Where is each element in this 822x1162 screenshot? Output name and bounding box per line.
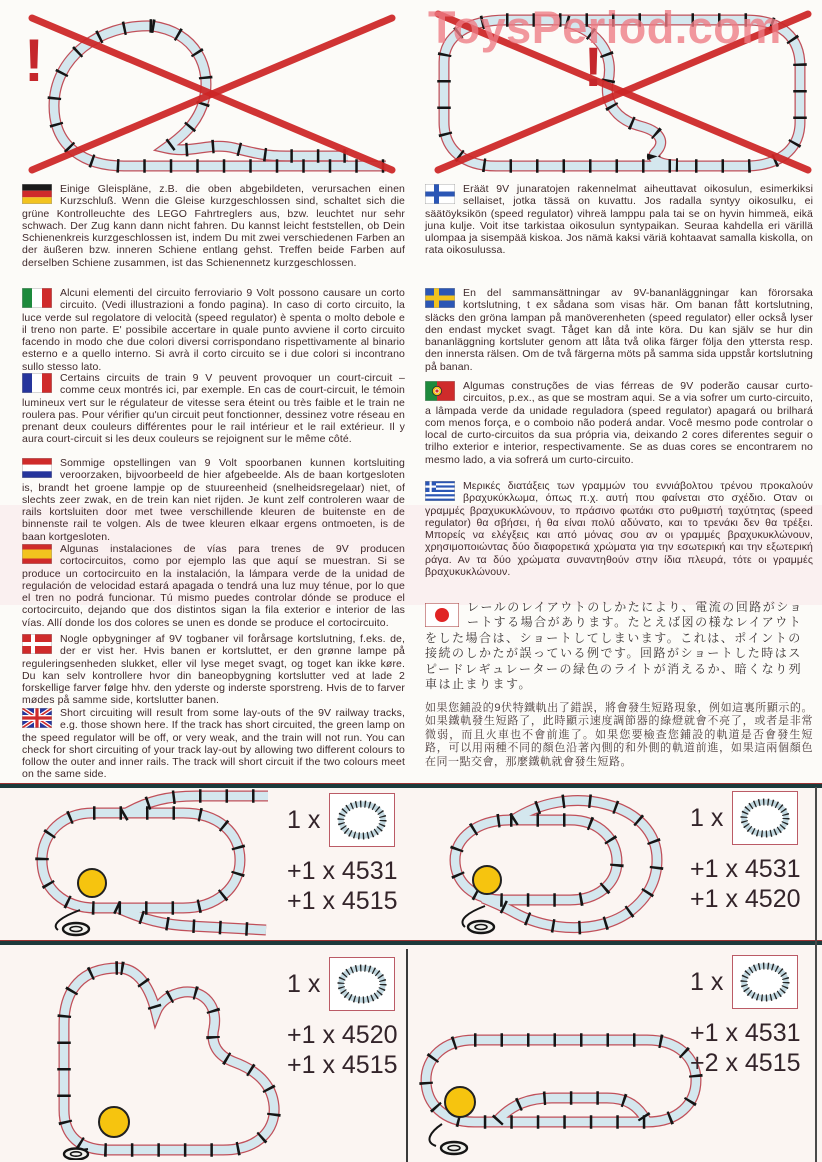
danish-text: Nogle opbygninger af 9V togbaner vil forårsage kortslutning, f.eks. de, der er vist her. Hvis banen er kortsluttet, er den grønne lampe på reguleringsenheden slukket, eller vil lyse meget svagt, og toget kan ikke køre. Du kan selv kontrollere hvor din baneopbygning kortslutter ved at lade 2 forskellige farver følge hhv. den yderste og inderste sporstreng. Hvis de to farver mødes på samme side, kortslutter banen. xyxy=(22,633,405,707)
addition-label: +1 x 4515 xyxy=(287,1051,398,1079)
finland-flag-icon xyxy=(425,184,455,204)
english-text: Short circuiting will result from some lay-outs of the 9V railway tracks, e.g. those shown here. If the track has short circuited, the green lamp on the speed regulator will be off, or very weak, and the train will not run. You can check for short circuiting of your track lay-out by allowing two different colours to follow the outer and inner rails. The track will short circuit if the two colours meet on the same side. xyxy=(22,707,405,781)
section-danish xyxy=(22,633,405,707)
invalid-track-layout-left xyxy=(14,6,406,176)
track-layout-kidney xyxy=(18,952,303,1160)
section-chinese xyxy=(425,702,813,769)
parts-list-2 xyxy=(690,791,820,914)
base-qty-label: 1 x xyxy=(287,969,321,998)
section-spanish xyxy=(22,543,405,629)
german-text: Einige Gleispläne, z.B. die oben abgebildeten, verursachen einen Kurzschluß. Wenn die Gleise kurzgeschlossen sind, schaltet sich die grüne Kontrolleuchte des LEGO Fahrtreglers aus, bzw. leuchtet nur sehr schwach. Der Zug kann dann nicht fahren. Du kannst leicht feststellen, ob Dein Schienenkreis kurzgeschlossen ist, indem Du mit zwei verschiedenen Farben an der äußeren bzw. inneren Schiene entlang gehst. Treffen beide Farben auf derselben Schiene zusammen, ist das Schienennetz kurzgeschlossen. xyxy=(22,183,405,269)
sweden-flag-icon xyxy=(425,288,455,308)
parts-list-1 xyxy=(287,793,417,916)
speed-regulator-icon xyxy=(99,1107,129,1137)
parts-list-3 xyxy=(287,957,417,1080)
germany-flag-icon xyxy=(22,184,52,204)
track-layout-oval-two-sidings xyxy=(18,788,283,940)
section-italian xyxy=(22,287,405,373)
portugal-flag-icon xyxy=(425,381,455,401)
base-qty-label: 1 x xyxy=(690,803,724,832)
oval-track-box-icon xyxy=(732,791,798,845)
spain-flag-icon xyxy=(22,544,52,564)
swedish-text: En del sammansättningar av 9V-bananläggningar kan förorsaka kortslutning, t ex sådana som visas här. Om banan fått kortslutning, släcks den gröna lampan på manöverenheten (speed regulator) eller också lyser den endast mycket svagt. Tåget kan då inte köra. Du kan själv se hur din bananläggning kortsluter genom att låta två olika färger följa den yttersta resp. den innersta rälsen. Om de två färgerna möts på samma sida uppstår kortslutning på banan. xyxy=(425,287,813,373)
horizontal-divider xyxy=(0,940,822,945)
oval-track-box-icon xyxy=(732,955,798,1009)
speed-regulator-icon xyxy=(445,1087,475,1117)
dutch-text: Sommige opstellingen van 9 Volt spoorbanen kunnen kortsluiting veroorzaken, bijvoorbeeld de hier afgebeelde. Als de baan kortgesloten is, brandt het groene lampje op de stuureenheid (snelheidsregelaar) niet, of slechts zeer zwak, en de trein kan niet rijden. Je kunt zelf controleren waar de rails kortsluiten door met twee verschillende kleuren de buitenste en de binnenste rail te volgen. Als de twee kleuren elkaar ergens ontmoeten, is de baan kortgesloten. xyxy=(22,457,405,543)
addition-label: +1 x 4531 xyxy=(690,1019,801,1047)
section-german xyxy=(22,183,405,269)
addition-label: +1 x 4515 xyxy=(287,887,398,915)
warning-exclamation-icon: ! xyxy=(24,27,44,94)
watermark-text: ToysPeriod.com xyxy=(428,2,782,53)
greece-flag-icon xyxy=(425,481,455,501)
power-connector-icon xyxy=(441,1142,467,1154)
base-qty-label: 1 x xyxy=(287,805,321,834)
base-qty-label: 1 x xyxy=(690,967,724,996)
oval-track-box-icon xyxy=(329,793,395,847)
section-greek xyxy=(425,480,813,578)
power-connector-icon xyxy=(468,921,494,933)
section-japanese xyxy=(425,600,813,692)
parts-list-4 xyxy=(690,955,820,1078)
netherlands-flag-icon xyxy=(22,458,52,478)
spanish-text: Algunas instalaciones de vías para trenes de 9V producen cortocircuitos, como por ejemplo las que aquí se muestran. Si se produce un cortocircuito en la instalación, la lámpara verde de la unidad de regulación de velocidad estará apagada o tendrá una luz muy ténue, por lo que el tren no podrá funcionar. Tú mismo puedes controlar dónde se produce el cortocircuito, dejando que dos distintos sigan la fila exterior e interior de las vías. Allí donde los dos colores se unen es donde se produce el cortocircuito. xyxy=(22,543,405,629)
addition-label: +1 x 4520 xyxy=(287,1021,398,1049)
denmark-flag-icon xyxy=(22,634,52,654)
power-connector-icon xyxy=(63,923,89,935)
addition-label: +2 x 4515 xyxy=(690,1049,801,1077)
section-finnish xyxy=(425,183,813,257)
horizontal-divider xyxy=(0,783,822,788)
greek-text: Μερικές διατάξεις των γραμμών του εννιάβολτου τρένου προκαλούν βραχυκύκλωμα, όπως π.χ. αυτή που φαίνεται στο σχέδιο. Οταν οι γραμμές βραχυκυκλώνουν, το πράσινο φωτάκι στο ρυθμιστή ταχύτητας (speed regulator) θα σβήσει, ή θα είναι πολύ αδύνατο, και το τρενάκι δεν θα τρέξει. Μπορείς να ελέγξεις και από μόνας σου αν οι γραμμές βραχυκυκλώνουν, χρησιμοποιώντας δύο διαφορετικά χρώματα για την εσωτερική και την εξωτερική ράγα. Αν τα δύο χρώματα συναντηθούν στην ίδια πλευρά, τότε οι γραμμές βραχυκυκλώνουν. xyxy=(425,480,813,579)
section-dutch xyxy=(22,457,405,543)
section-english xyxy=(22,707,405,781)
power-connector-icon xyxy=(64,1149,88,1160)
french-text: Certains circuits de train 9 V peuvent provoquer un court-circuit – comme ceux montrés ici, par exemple. En cas de court-circuit, le témoin lumineux vert sur le régulateur de vitesse sera éteint ou très faible et le train ne roulera pas. Pour vérifier qu'un circuit peut fonctionner, dessinez votre réseau en prenant deux couleurs différentes pour le rail intérieur et le rail extérieur. Il y aura court-circuit si les deux couleurs se rejoignent sur le même côté. xyxy=(22,372,405,446)
section-french xyxy=(22,372,405,446)
addition-label: +1 x 4520 xyxy=(690,885,801,913)
japan-flag-icon xyxy=(425,603,459,627)
warning-exclamation-icon: ! xyxy=(584,35,603,98)
italian-text: Alcuni elementi del circuito ferroviario 9 Volt possono causare un corto circuito. (Vedi illustrazioni a fondo pagina). In caso di corto circuito, la luce verde sul regolatore di velocità (speed regulator) è spenta o molto debole e il treno non parte. E' possibile accertare in quale punto avviene il corto circuito facendo in modo che due colori diversi corrispondano rispettivamente al binario esterno e a quello interno. Si avrà il corto circuito se i due colori si incontrano sullo stesso lato. xyxy=(22,287,405,373)
track-layout-long-oval-siding xyxy=(412,952,712,1160)
finnish-text: Eräät 9V junaratojen rakennelmat aiheuttavat oikosulun, esimerkiksi sellaiset, jotka tässä on kuvattu. Jos radalla syntyy oikosulku, ei säätöyksikön (speed regulator) vihreä lamppu pala tai se on hyvin himmeä, eikä juna kulje. Voit itse tarkistaa oikosulun syntypaikan. Seuraa kahdella eri värillä ulompaa ja sisempää kiskoa. Jos nämä kaksi väriä kohtaavat samalla kiskolla, on rata oikosulussa. xyxy=(425,183,813,257)
addition-label: +1 x 4531 xyxy=(287,857,398,885)
speed-regulator-icon xyxy=(473,866,501,894)
uk-flag-icon xyxy=(22,708,52,728)
chinese-text: 如果您鋪設的9伏特鐵軌出了錯誤，將會發生短路現象，例如這裏所顯示的。如果鐵軌發生短路了，此時顯示速度調節器的綠燈就會不亮了，或者是非常微弱，而且火車也不會前進了。如果您要檢查您鋪設的軌道是否會發生短路，可以用兩種不同的顏色沿著內側的和外側的軌道前進，如果這兩個顏色在同一點交會，那麼鐵軌就會發生短路。 xyxy=(425,702,813,768)
portuguese-text: Algumas construções de vias férreas de 9V poderão causar curto-circuitos, p.ex., as que se mostram aqui. Se a via sofrer um curto-circuito, a lâmpada verde da unidade reguladora (speed regulator) apagará ou brilhará com menos força, e o comboio não poderá andar. Você mesmo pode controlar o local de curto-circuitos da sua própria via, deixando 2 cores diferentes seguir o trilho exterior e interior, respectivamente. Se as duas cores se encontrarem no mesmo lado, a via sofrerá um curto-circuito. xyxy=(425,380,813,466)
france-flag-icon xyxy=(22,373,52,393)
speed-regulator-icon xyxy=(78,869,106,897)
japanese-text: レールのレイアウトのしかたにより、電流の回路がショートする場合があります。たとえば図の様なレイアウトをした場合は、ショートしてしまいます。これは、ポイントの接続のしかたが誤っている例です。回路がショートした時はスピードレギュレーターの緑色のライトが消えるか、暗くなり列車は止まります。 xyxy=(425,600,804,692)
section-portuguese xyxy=(425,380,813,466)
oval-track-box-icon xyxy=(329,957,395,1011)
italy-flag-icon xyxy=(22,288,52,308)
power-wire xyxy=(429,1124,442,1146)
addition-label: +1 x 4531 xyxy=(690,855,801,883)
section-swedish xyxy=(425,287,813,373)
track-layout-reversing-loop xyxy=(425,788,695,940)
